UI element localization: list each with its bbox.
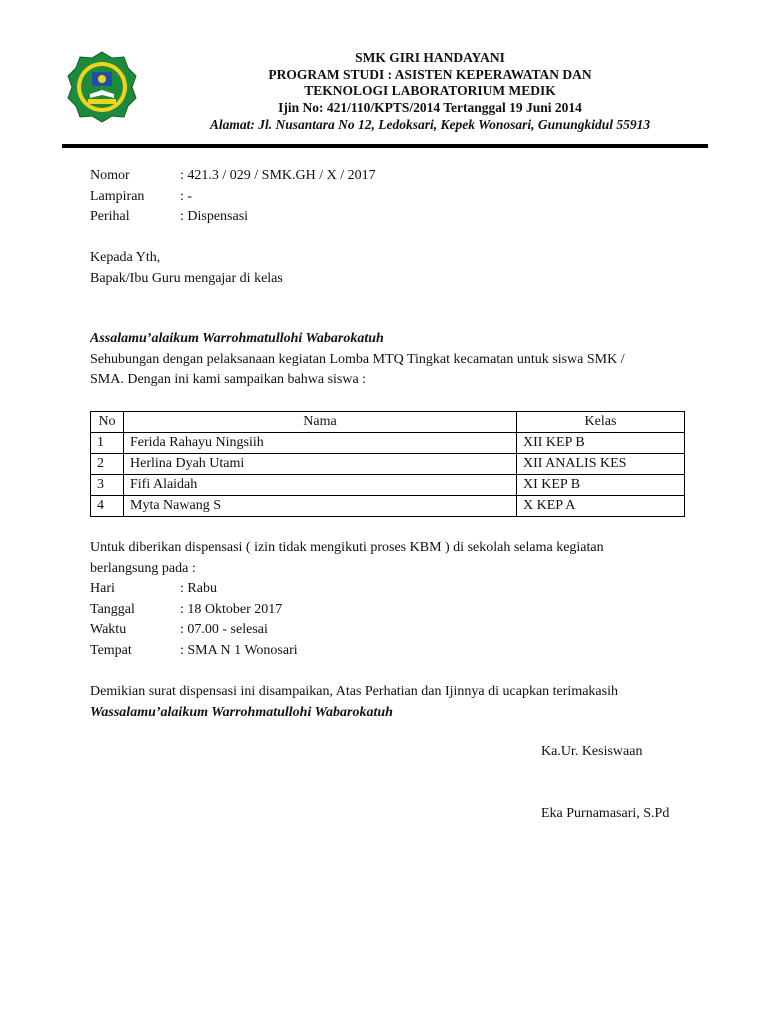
cell-kelas: XI KEP B	[517, 475, 685, 496]
detail-row-tempat	[90, 641, 604, 662]
detail-row-waktu	[90, 620, 604, 641]
meta-row-perihal	[90, 207, 376, 228]
event-details	[90, 579, 604, 661]
detail-row-hari	[90, 579, 604, 600]
cell-kelas: XII ANALIS KES	[517, 454, 685, 475]
letterhead	[150, 50, 710, 134]
cell-nama: Herlina Dyah Utami	[124, 454, 517, 475]
signature-title: Ka.Ur. Kesiswaan	[541, 744, 643, 759]
letter-meta	[90, 166, 376, 228]
address-line: Alamat: Jl. Nusantara No 12, Ledoksari, Kepek Wonosari, Gunungkidul 55913	[209, 117, 651, 132]
table-row	[91, 454, 685, 475]
dispensation	[90, 538, 604, 661]
opening-line-2: SMA. Dengan ini kami sampaikan bahwa siswa :	[90, 372, 367, 387]
cell-kelas: X KEP A	[517, 496, 685, 517]
opening	[90, 329, 625, 391]
meta-value: : 421.3 / 029 / SMK.GH / X / 2017	[180, 168, 376, 183]
table-row	[91, 496, 685, 517]
school-logo-icon	[66, 50, 138, 124]
detail-label: Tanggal	[90, 601, 135, 617]
closing	[90, 682, 618, 723]
meta-label: Perihal	[90, 209, 130, 224]
cell-nama: Ferida Rahayu Ningsiih	[124, 433, 517, 454]
opening-line-1: Sehubungan dengan pelaksanaan kegiatan Lomba MTQ Tingkat kecamatan untuk siswa SMK /	[90, 351, 625, 367]
detail-label: Hari	[90, 581, 115, 596]
cell-kelas: XII KEP B	[517, 433, 685, 454]
recipient	[90, 248, 283, 289]
detail-value: : SMA N 1 Wonosari	[180, 642, 298, 658]
cell-nama: Fifi Alaidah	[124, 475, 517, 496]
closing-line-1: Demikian surat dispensasi ini disampaikan, Atas Perhatian dan Ijinnya di ucapkan terimakasih	[90, 684, 618, 699]
detail-label: Waktu	[90, 622, 127, 637]
detail-label: Tempat	[90, 642, 132, 658]
meta-row-lampiran	[90, 187, 376, 208]
meta-value: : Dispensasi	[180, 209, 249, 224]
cell-no: 4	[91, 496, 124, 517]
detail-row-tanggal	[90, 600, 604, 621]
dispensation-line-1: Untuk diberikan dispensasi ( izin tidak mengikuti proses KBM ) di sekolah selama kegiatan	[90, 540, 604, 555]
program-line-1: PROGRAM STUDI : ASISTEN KEPERAWATAN DAN	[268, 66, 592, 82]
recipient-line-2: Bapak/Ibu Guru mengajar di kelas	[90, 270, 283, 286]
table-header-row	[91, 412, 685, 433]
header-nama: Nama	[124, 412, 517, 433]
meta-value: : -	[180, 188, 193, 204]
dispensation-line-2: berlangsung pada :	[90, 560, 196, 576]
table-row	[91, 433, 685, 454]
detail-value: : 07.00 - selesai	[180, 622, 268, 637]
cell-no: 3	[91, 475, 124, 496]
header-no: No	[91, 412, 124, 433]
letterhead-divider	[62, 144, 708, 148]
detail-value: : 18 Oktober 2017	[180, 601, 283, 617]
meta-row-nomor	[90, 166, 376, 187]
closing-salam: Wassalamu’alaikum Warrohmatullohi Wabarokatuh	[90, 704, 393, 720]
program-line-2: TEKNOLOGI LABORATORIUM MEDIK	[304, 83, 556, 98]
permit-line: Ijin No: 421/110/KPTS/2014 Tertanggal 19 Juni 2014	[278, 99, 582, 115]
cell-no: 2	[91, 454, 124, 475]
cell-no: 1	[91, 433, 124, 454]
recipient-line-1: Kepada Yth,	[90, 250, 161, 265]
header-kelas: Kelas	[517, 412, 685, 433]
student-table	[90, 411, 685, 517]
opening-salam: Assalamu’alaikum Warrohmatullohi Wabarokatuh	[90, 331, 384, 346]
cell-nama: Myta Nawang S	[124, 496, 517, 517]
school-name: SMK GIRI HANDAYANI	[355, 50, 505, 65]
signature-name: Eka Purnamasari, S.Pd	[541, 806, 670, 821]
detail-value: : Rabu	[180, 581, 217, 596]
table-row	[91, 475, 685, 496]
meta-label: Lampiran	[90, 188, 145, 204]
meta-label: Nomor	[90, 168, 130, 183]
